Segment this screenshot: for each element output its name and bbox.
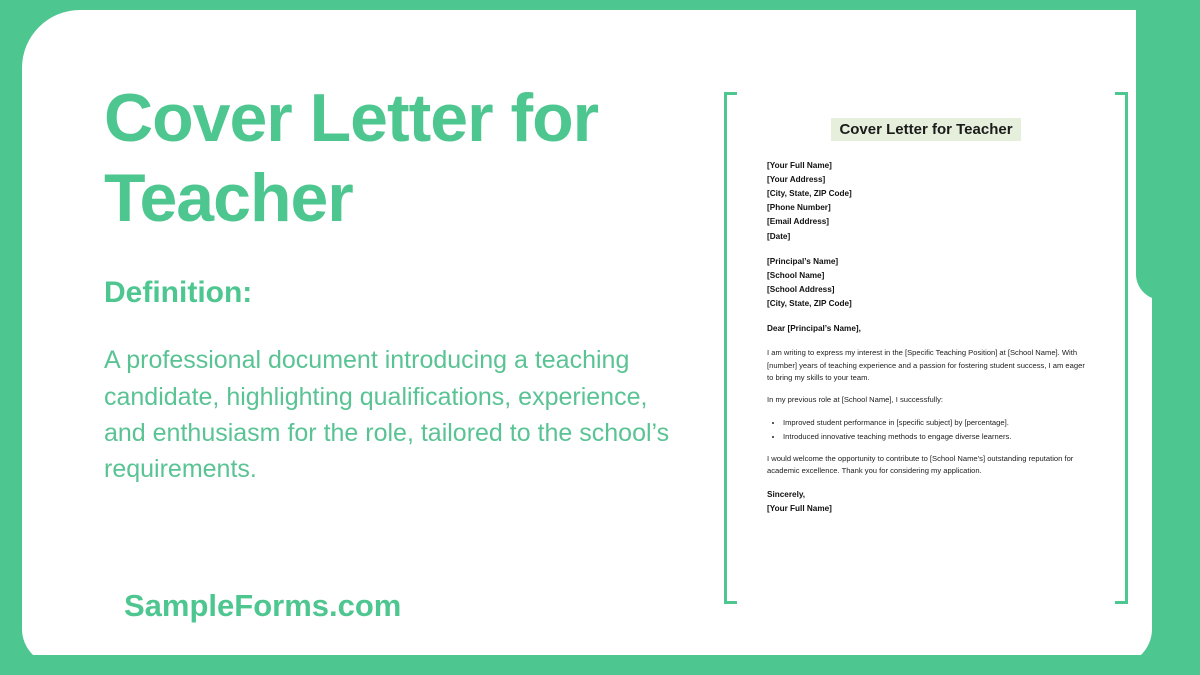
signature: [Your Full Name] (767, 503, 832, 513)
page-title: Cover Letter for Teacher (104, 80, 599, 237)
closing: Sincerely, (767, 489, 806, 499)
definition-label: Definition: (104, 276, 253, 310)
salutation: Dear [Principal’s Name], (767, 324, 861, 334)
recipient-block (767, 255, 1085, 311)
body-paragraph-1: I am writing to express my interest in the [Specific Teaching Position] at [School Name]. With [number] years of teaching experience and a passion for fostering student success, I am eager to bring my skills to your team. (767, 348, 1085, 382)
sender-line: [Date] (767, 231, 791, 241)
list-item: • Introduced innovative teaching methods to engage diverse learners. (783, 430, 1085, 443)
bottom-edge-accent (22, 655, 1182, 675)
list-item: • Improved student performance in [specific subject] by [percentage]. (783, 416, 1085, 429)
body-paragraph-3: I would welcome the opportunity to contribute to [School Name’s] outstanding reputation for academic excellence. Thank you for considering my application. (767, 453, 1074, 476)
achievement-list (783, 416, 1085, 443)
sender-line: [Your Full Name] (767, 161, 832, 170)
sender-block (767, 159, 1085, 244)
document-title-wrap (767, 118, 1085, 141)
hero-text-column (104, 78, 694, 487)
definition-text: A professional document introducing a teaching candidate, highlighting qualifications, experience, and enthusiasm for the role, tailored to the school’s requirements. (104, 346, 670, 484)
recipient-line: [Principal’s Name] (767, 256, 839, 266)
sender-line: [Your Address] (767, 175, 826, 185)
recipient-line: [School Address] (767, 284, 835, 294)
body-paragraph-2: In my previous role at [School Name], I successfully: (767, 395, 943, 405)
document-preview-page (737, 92, 1115, 604)
brand-watermark: SampleForms.com (124, 588, 402, 623)
sender-line: [Email Address] (767, 217, 830, 227)
recipient-line: [School Name] (767, 270, 825, 280)
recipient-line: [City, State, ZIP Code] (767, 298, 852, 308)
document-title: Cover Letter for Teacher (831, 118, 1020, 141)
sender-line: [City, State, ZIP Code] (767, 189, 852, 199)
sender-line: [Phone Number] (767, 203, 831, 213)
right-edge-accent (1136, 10, 1182, 300)
